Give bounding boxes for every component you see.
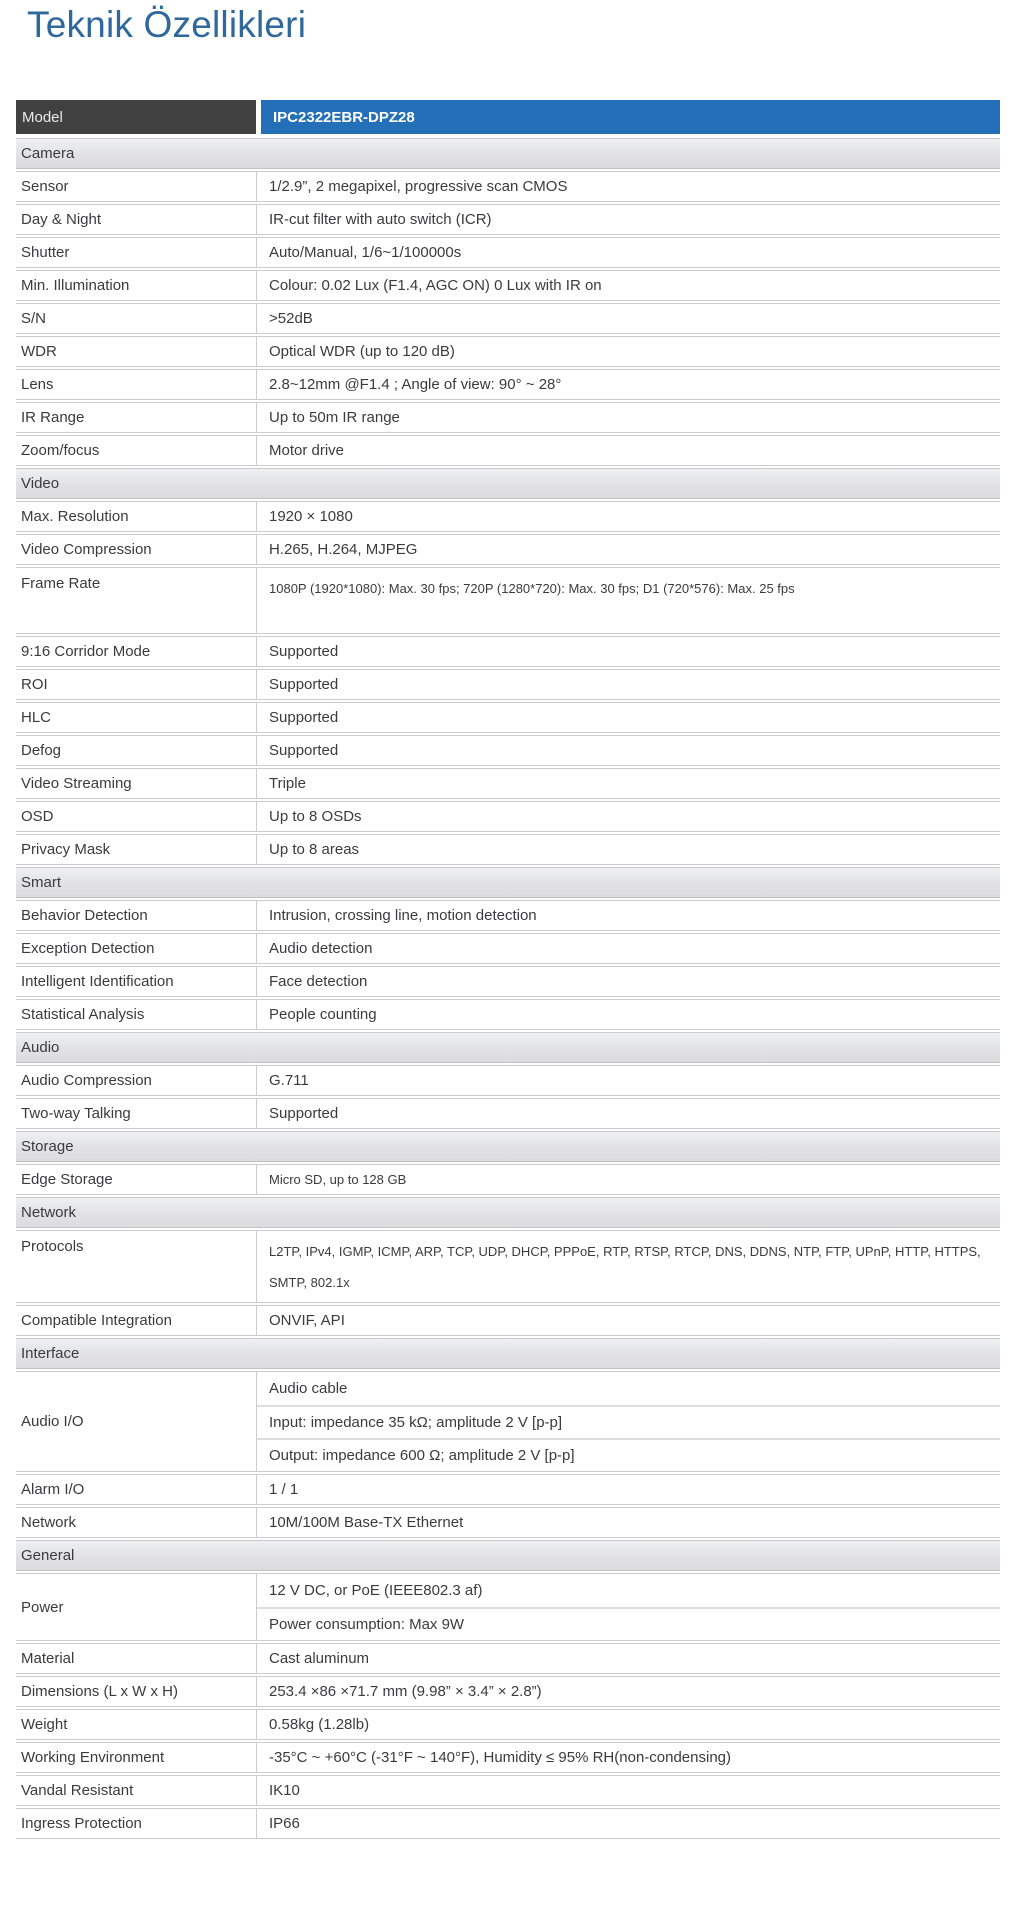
spec-row (16, 1742, 1000, 1773)
spec-row (16, 1709, 1000, 1740)
spec-label: Video Streaming (21, 775, 132, 792)
spec-row (16, 1643, 1000, 1674)
spec-row (16, 1474, 1000, 1505)
spec-row (16, 1676, 1000, 1707)
spec-row (16, 1507, 1000, 1538)
spec-value: Colour: 0.02 Lux (F1.4, AGC ON) 0 Lux with IR on (256, 271, 1000, 300)
spec-value: 0.58kg (1.28lb) (256, 1710, 1000, 1739)
spec-row (16, 735, 1000, 766)
spec-value: >52dB (256, 304, 1000, 333)
spec-label: Max. Resolution (21, 508, 129, 525)
spec-value: 253.4 ×86 ×71.7 mm (9.98” × 3.4” × 2.8”) (256, 1677, 1000, 1706)
spec-label: Compatible Integration (21, 1312, 172, 1329)
section-header-video (16, 468, 1000, 499)
spec-label: Day & Night (21, 211, 102, 228)
section-header-smart (16, 867, 1000, 898)
spec-row (16, 501, 1000, 532)
spec-sub-value: Power consumption: Max 9W (257, 1607, 1000, 1640)
spec-value: Motor drive (256, 436, 1000, 465)
spec-value: 1080P (1920*1080): Max. 30 fps; 720P (1280*720): Max. 30 fps; D1 (720*576): Max. 25 fps (256, 568, 1000, 633)
spec-row (16, 369, 1000, 400)
spec-value: Optical WDR (up to 120 dB) (256, 337, 1000, 366)
spec-label: Ingress Protection (21, 1815, 142, 1832)
spec-value: -35°C ~ +60°C (-31°F ~ 140°F), Humidity ≤ 95% RH(non-condensing) (256, 1743, 1000, 1772)
spec-value: Up to 8 areas (256, 835, 1000, 864)
model-label: Model (16, 100, 256, 134)
spec-sub-value: 12 V DC, or PoE (IEEE802.3 af) (269, 1582, 483, 1599)
spec-value: Face detection (256, 967, 1000, 996)
spec-label: ROI (21, 676, 48, 693)
spec-value: Micro SD, up to 128 GB (256, 1165, 1000, 1194)
section-header-general (16, 1540, 1000, 1571)
spec-label: Network (21, 1514, 77, 1531)
spec-row (16, 1098, 1000, 1129)
spec-value: Up to 8 OSDs (256, 802, 1000, 831)
spec-label: Audio Compression (21, 1072, 152, 1089)
spec-row (16, 999, 1000, 1030)
spec-table (16, 100, 1000, 1841)
spec-row (16, 702, 1000, 733)
spec-value: People counting (256, 1000, 1000, 1029)
spec-value: IK10 (256, 1776, 1000, 1805)
spec-label: Defog (21, 742, 62, 759)
spec-row (16, 237, 1000, 268)
spec-sub-value: Input: impedance 35 kΩ; amplitude 2 V [p-p] (257, 1405, 1000, 1438)
spec-value: G.711 (256, 1066, 1000, 1095)
spec-row (16, 336, 1000, 367)
spec-value: L2TP, IPv4, IGMP, ICMP, ARP, TCP, UDP, DHCP, PPPoE, RTP, RTSP, RTCP, DNS, DDNS, NTP, FTP, UPnP, HTTP, HTTPS, SMTP, 802.1x (256, 1231, 1000, 1302)
spec-label: Material (21, 1650, 75, 1667)
spec-value: Supported (256, 670, 1000, 699)
spec-row (16, 1808, 1000, 1839)
section-title: Storage (21, 1138, 74, 1155)
spec-value: IP66 (256, 1809, 1000, 1838)
spec-value: 1920 × 1080 (256, 502, 1000, 531)
spec-value-stack (256, 1372, 1000, 1471)
spec-value: H.265, H.264, MJPEG (256, 535, 1000, 564)
page-title: Teknik Özellikleri (27, 4, 307, 45)
spec-row (16, 768, 1000, 799)
spec-label: Audio I/O (21, 1413, 84, 1430)
section-title: Video (21, 475, 60, 492)
spec-label: S/N (21, 310, 47, 327)
spec-value: Intrusion, crossing line, motion detection (256, 901, 1000, 930)
spec-label: Two-way Talking (21, 1105, 131, 1122)
spec-row (16, 669, 1000, 700)
spec-label: Behavior Detection (21, 907, 148, 924)
spec-value: Up to 50m IR range (256, 403, 1000, 432)
spec-sub-value: Audio cable (269, 1380, 348, 1397)
spec-row (16, 1371, 1000, 1472)
spec-row (16, 270, 1000, 301)
section-header-camera (16, 138, 1000, 169)
spec-label: Zoom/focus (21, 442, 100, 459)
section-title: Network (21, 1204, 77, 1221)
section-title: Interface (21, 1345, 80, 1362)
spec-row (16, 303, 1000, 334)
spec-value: 10M/100M Base-TX Ethernet (256, 1508, 1000, 1537)
spec-label: Shutter (21, 244, 70, 261)
spec-row (16, 801, 1000, 832)
spec-value: Cast aluminum (256, 1644, 1000, 1673)
spec-value: Audio detection (256, 934, 1000, 963)
spec-value: 2.8~12mm @F1.4 ; Angle of view: 90° ~ 28° (256, 370, 1000, 399)
spec-label: Frame Rate (21, 575, 101, 592)
spec-row (16, 402, 1000, 433)
spec-label: Lens (21, 376, 54, 393)
spec-row (16, 1305, 1000, 1336)
spec-row (16, 636, 1000, 667)
section-title: Camera (21, 145, 75, 162)
spec-value: ONVIF, API (256, 1306, 1000, 1335)
section-header-storage (16, 1131, 1000, 1162)
spec-row (16, 1164, 1000, 1195)
spec-row (16, 966, 1000, 997)
spec-label: IR Range (21, 409, 85, 426)
spec-value: Triple (256, 769, 1000, 798)
spec-row (16, 933, 1000, 964)
spec-value: Auto/Manual, 1/6~1/100000s (256, 238, 1000, 267)
spec-label: WDR (21, 343, 57, 360)
section-header-audio (16, 1032, 1000, 1063)
spec-value: Supported (256, 703, 1000, 732)
spec-label: Weight (21, 1716, 68, 1733)
spec-label: Edge Storage (21, 1171, 113, 1188)
spec-value: Supported (256, 736, 1000, 765)
spec-label: Vandal Resistant (21, 1782, 134, 1799)
model-row (16, 100, 1000, 134)
section-title: Audio (21, 1039, 60, 1056)
spec-label: Working Environment (21, 1749, 165, 1766)
spec-value: IR-cut filter with auto switch (ICR) (256, 205, 1000, 234)
spec-label: Privacy Mask (21, 841, 111, 858)
spec-label: Intelligent Identification (21, 973, 174, 990)
spec-label: Statistical Analysis (21, 1006, 145, 1023)
spec-label: 9:16 Corridor Mode (21, 643, 151, 660)
spec-value: Supported (256, 1099, 1000, 1128)
spec-label: Protocols (21, 1238, 84, 1255)
spec-row (16, 900, 1000, 931)
spec-row (16, 534, 1000, 565)
section-header-network (16, 1197, 1000, 1228)
section-header-interface (16, 1338, 1000, 1369)
spec-row (16, 834, 1000, 865)
spec-row (16, 435, 1000, 466)
model-number: IPC2322EBR-DPZ28 (261, 100, 1000, 134)
section-title: Smart (21, 874, 62, 891)
spec-row (16, 171, 1000, 202)
spec-label: Sensor (21, 178, 69, 195)
spec-sub-value: Output: impedance 600 Ω; amplitude 2 V [p-p] (257, 1438, 1000, 1471)
spec-row (16, 1230, 1000, 1303)
spec-label: Min. Illumination (21, 277, 130, 294)
spec-row (16, 204, 1000, 235)
spec-row (16, 1065, 1000, 1096)
spec-row (16, 1573, 1000, 1641)
spec-label: Alarm I/O (21, 1481, 85, 1498)
section-title: General (21, 1547, 75, 1564)
spec-label: OSD (21, 808, 54, 825)
spec-label: Power (21, 1598, 64, 1616)
spec-row (16, 1775, 1000, 1806)
spec-value-stack (256, 1574, 1000, 1640)
spec-value: 1/2.9”, 2 megapixel, progressive scan CMOS (256, 172, 1000, 201)
spec-value: 1 / 1 (256, 1475, 1000, 1504)
spec-label: Dimensions (L x W x H) (21, 1683, 178, 1700)
spec-row (16, 567, 1000, 634)
spec-label: HLC (21, 709, 52, 726)
spec-value: Supported (256, 637, 1000, 666)
spec-label: Video Compression (21, 541, 152, 558)
spec-label: Exception Detection (21, 940, 155, 957)
